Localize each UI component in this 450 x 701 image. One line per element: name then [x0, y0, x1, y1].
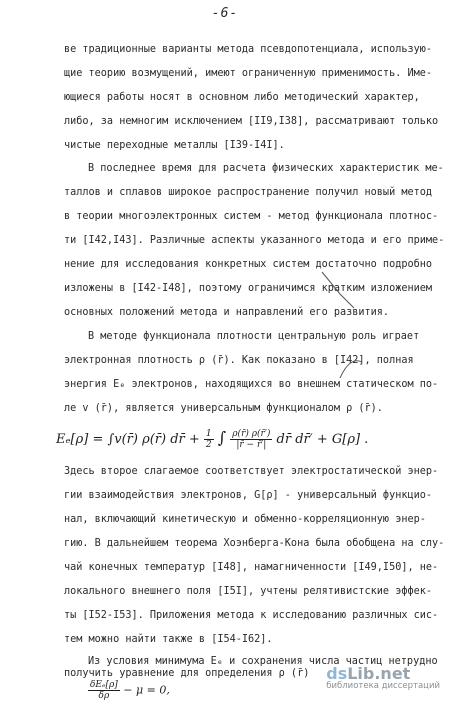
watermark-subtitle: библиотека диссертаций — [326, 681, 440, 691]
text-line: локального внешнего поля [I5I], учтены релятивистские эффек- — [64, 586, 433, 597]
text-line: гии взаимодействия электронов, G[ρ] - универсальный функцио- — [64, 490, 433, 501]
text-line: в теории многоэлектронных систем - метод функционала плотнос- — [64, 211, 439, 222]
text-line: Из условия минимума Eₑ и сохранения числа частиц нетрудно — [88, 656, 438, 667]
text-line: нение для исследования конкретных систем достаточно подробно — [64, 259, 433, 270]
text-line: В последнее время для расчета физических характеристик ме- — [88, 163, 444, 174]
text-line: либо, за немногим исключением [II9,I38], рассматривают только — [64, 116, 439, 127]
formula-lhs: Eₑ[ρ] = ∫v(r̄) ρ(r̄) dr̄ + — [56, 432, 204, 447]
text-line: таллов и сплавов широкое распространение получил новый метод — [64, 187, 433, 198]
text-line: нал, включающий кинетическую и обменно-корреляционную энер- — [64, 514, 426, 525]
text-line: получить уравнение для определения ρ (r̄) — [64, 668, 310, 679]
formula-rhs: dr̄ dr̄′ + G[ρ] . — [276, 432, 369, 447]
text-line: ти [I42,I43]. Различные аспекты указанного метода и его приме- — [64, 235, 445, 246]
text-line: В методе функционала плотности центральную роль играет — [88, 331, 420, 342]
page-number: -6- — [211, 6, 239, 21]
formula-fraction-numerator: ρ(r̄) ρ(r̄′) — [232, 429, 271, 439]
formula-energy-functional — [56, 420, 432, 458]
pencil-mark-icon — [336, 354, 366, 384]
formula-variation-rhs: − μ = 0, — [123, 683, 170, 697]
text-line: основных положений метода и направлений его развития. — [64, 307, 390, 318]
text-line: ющиеся работы носят в основном либо методический характер, — [64, 92, 420, 103]
formula-half: $\frac{1}{2}$ — [205, 429, 212, 450]
text-line: ве традиционные варианты метода псевдопотенциала, использую- — [64, 44, 433, 55]
text-line: ты [I52-I53]. Приложения метода к исследованию различных сис- — [64, 610, 439, 621]
integral-sign: ∫ — [217, 428, 227, 447]
text-line: тем можно найти также в [I54-I62]. — [64, 634, 273, 645]
text-line: энергия Eₑ электронов, находящихся во внешнем статическом по- — [64, 379, 439, 390]
formula-fraction-denominator: |r̄ − r̄′| — [236, 440, 267, 450]
text-line: чай конечных температур [I48], намагниченности [I49,I50], не- — [64, 562, 439, 573]
formula-variation-denominator: δρ — [98, 691, 110, 701]
watermark — [326, 664, 440, 691]
text-line: электронная плотность ρ (r̄). Как показано в [I42], полная — [64, 355, 414, 366]
watermark-logo: dsLib.net — [326, 664, 411, 683]
text-line: Здесь второе слагаемое соответствует электростатической энер- — [64, 466, 439, 477]
formula-fraction — [230, 429, 272, 450]
text-line: изложены в [I42-I48], поэтому ограничимся кратким изложением — [64, 283, 433, 294]
formula-variation-fraction — [88, 680, 120, 701]
text-line: гию. В дальнейшем теорема Хоэнберга-Кона была обобщена на слу- — [64, 538, 445, 549]
formula-variation-numerator: δEₑ[ρ] — [90, 680, 118, 690]
text-line: ле v (r̄), является универсальным функционалом ρ (r̄). — [64, 403, 383, 414]
text-line: щие теорию возмущений, имеют ограниченную применимость. Име- — [64, 68, 433, 79]
pencil-mark-icon — [318, 268, 358, 312]
text-line: чистые переходные металлы [I39-I4I]. — [64, 140, 285, 151]
